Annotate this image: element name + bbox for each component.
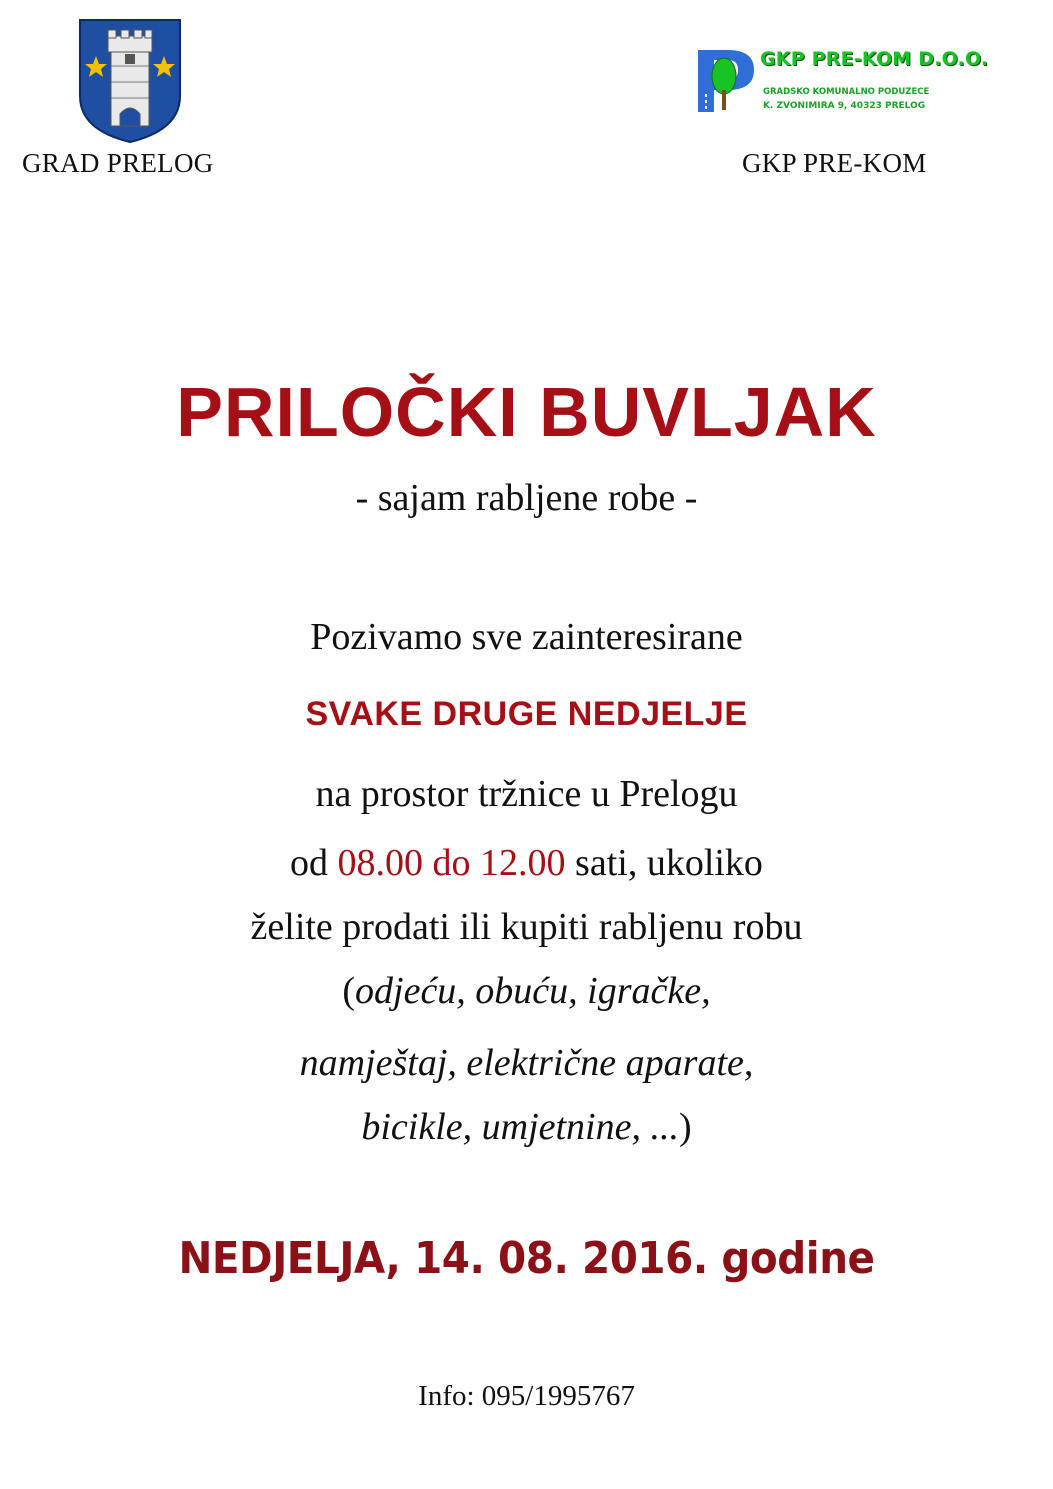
company-logo-name: GKP PRE-KOM D.O.O. bbox=[760, 48, 989, 70]
frequency-text: SVAKE DRUGE NEDJELJE bbox=[305, 695, 748, 733]
company-logo-icon bbox=[694, 46, 764, 116]
right-caption: GKP PRE-KOM bbox=[742, 148, 927, 178]
items-open-paren: ( bbox=[342, 970, 356, 1012]
items-text-1: odjeću, obuću, igračke, bbox=[355, 970, 711, 1012]
items-close-paren: ) bbox=[678, 1106, 692, 1148]
location-text: na prostor tržnice u Prelogu bbox=[315, 773, 738, 815]
info-phone: Info: 095/1995767 bbox=[418, 1380, 635, 1412]
purpose-text: želite prodati ili kupiti rabljenu robu bbox=[250, 906, 803, 948]
left-caption: GRAD PRELOG bbox=[22, 148, 214, 178]
items-line-1 bbox=[0, 969, 1053, 1013]
hours-value: 08.00 do 12.00 bbox=[337, 842, 566, 884]
hours-prefix: od bbox=[290, 842, 338, 884]
items-line-3 bbox=[0, 1105, 1053, 1149]
page-title: PRILOČKI BUVLJAK bbox=[176, 373, 877, 451]
company-logo-address: K. ZVONIMIRA 9, 40323 PRELOG bbox=[763, 101, 926, 111]
hours-line bbox=[0, 841, 1053, 885]
invite-text: Pozivamo sve zainteresirane bbox=[310, 616, 743, 658]
coat-of-arms-icon bbox=[78, 18, 182, 144]
company-logo-subtitle: GRADSKO KOMUNALNO PODUZECE bbox=[763, 87, 930, 97]
hours-suffix: sati, ukoliko bbox=[565, 842, 763, 884]
city-coat-of-arms bbox=[78, 18, 182, 144]
items-text-3: bicikle, umjetnine, ... bbox=[361, 1106, 679, 1148]
items-line-2: namještaj, električne aparate, bbox=[299, 1042, 754, 1084]
page-subtitle: - sajam rabljene robe - bbox=[355, 477, 698, 519]
event-date: NEDJELJA, 14. 08. 2016. godine bbox=[178, 1233, 875, 1284]
